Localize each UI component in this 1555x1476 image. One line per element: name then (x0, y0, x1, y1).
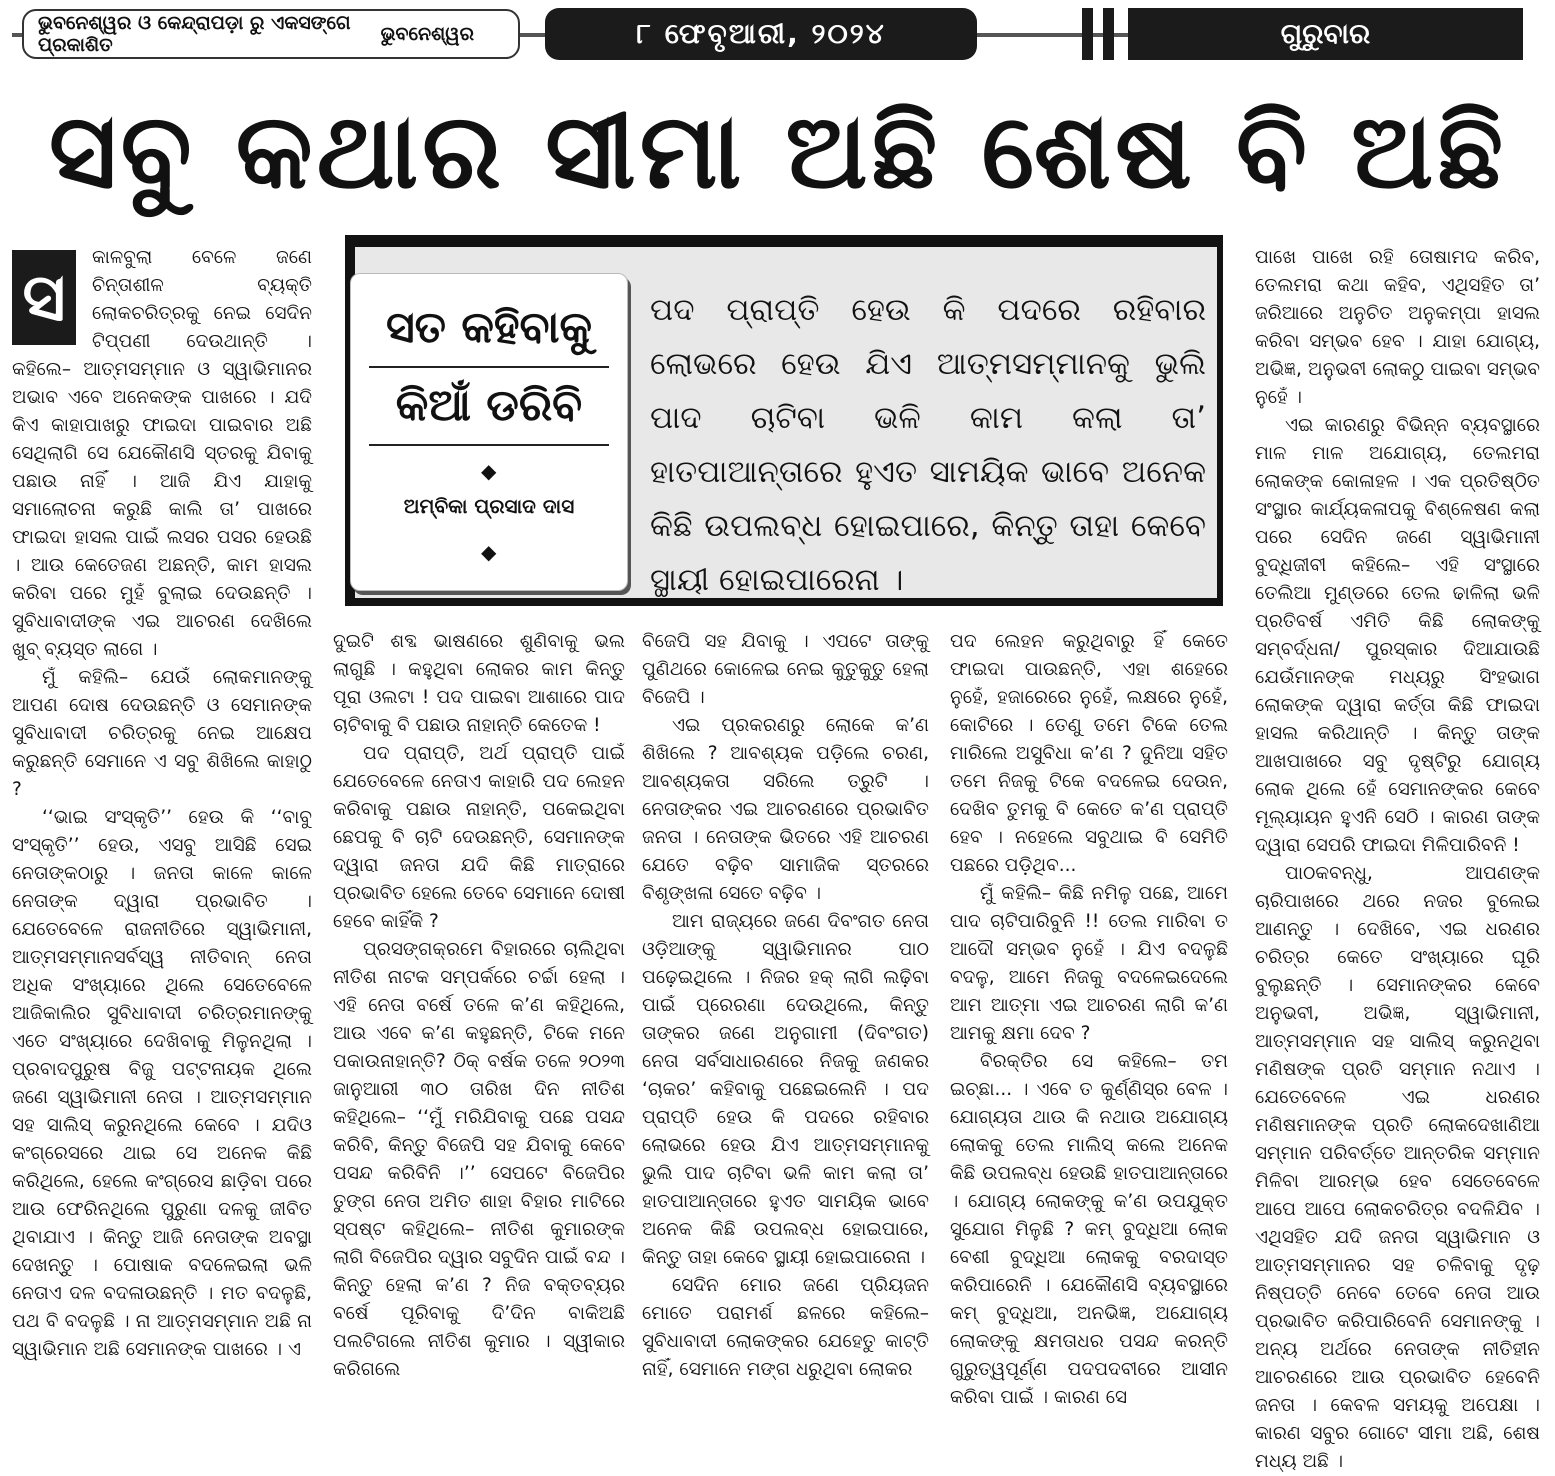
diamond-icon: ◆ (481, 459, 497, 483)
paragraph: ଏଇ ପ୍ରକରଣରୁ ଲୋକେ କ’ଣ ଶିଖିଲେ ? ଆବଶ୍ୟକ ପଡ଼ିଲେ ଚରଣ, ଆବଶ୍ୟକତା ସରିଲେ ତ୍ରୁଟି । ନେତାଙ୍କର ଏଇ ଆଚରଣରେ ପ୍ରଭାବିତ ଜନତା । ନେତାଙ୍କ ଭିତରେ ଏହି ଆଚରଣ ଯେତେ ବଢ଼ିବ ସାମାଜିକ ସ୍ତରରେ ବିଶୃଙ୍ଖଳା ସେତେ ବଢ଼ିବ । (642, 715, 929, 904)
article-column-1 (12, 244, 312, 1364)
paragraph: ମୁଁ କହିଲି– କିଛି ନମିଳୁ ପଛେ, ଆମେ ପାଦ ଚାଟିପାରିବୁନି !! ତେଲ ମାରିବା ତ ଆଦୌ ସମ୍ଭବ ନୁହେଁ । ଯିଏ ବଦଳୁଛି ବଦଳୁ, ଆମେ ନିଜକୁ ବଦଳେଇଦେଲେ ଆମ ଆତ୍ମା ଏଇ ଆଚରଣ ଲାଗି କ’ଣ ଆମକୁ କ୍ଷମା ଦେବ ? (950, 883, 1228, 1044)
paragraph: ପାଠକବନ୍ଧୁ, ଆପଣଙ୍କ ଚାରିପାଖରେ ଥରେ ନଜର ବୁଲେଇ ଆଣନ୍ତୁ । ଦେଖିବେ, ଏଇ ଧରଣର ଚରିତ୍ର କେତେ ସଂଖ୍ୟାରେ ଘୂରି ବୁଲୁଛନ୍ତି । ସେମାନଙ୍କର କେବେ ଅନୁଭବୀ, ଅଭିଜ୍ଞ, ସ୍ୱାଭିମାନୀ, ଆତ୍ମସମ୍ମାନ ସହ ସାଲିସ୍ କରୁନଥିବା ମଣିଷଙ୍କ ପ୍ରତି ସମ୍ମାନ ନଥାଏ । ଯେତେବେଳେ ଏଇ ଧରଣର ମଣିଷମାନଙ୍କ ପ୍ରତି ଲୋକଦେଖାଣିଆ ସମ୍ମାନ ପରିବର୍ତ୍ତେ ଆନ୍ତରିକ ସମ୍ମାନ ମିଳିବା ଆରମ୍ଭ ହେବ ସେତେବେଳେ ଆପେ ଆପେ ଲୋକଚରିତ୍ର ବଦଳିଯିବ । ଏଥିସହିତ ଯଦି ଜନତା ସ୍ୱାଭିମାନ ଓ ଆତ୍ମସମ୍ମାନର ସହ ଚଳିବାକୁ ଦୃଢ଼ ନିଷ୍ପତ୍ତି ନେବେ ତେବେ ନେତା ଆଉ ପ୍ରଭାବିତ କରିପାରିବେନି ସେମାନଙ୍କୁ । ଅନ୍ୟ ଅର୍ଥରେ ନେତାଙ୍କ ନୀତିହୀନ ଆଚରଣରେ ଆଉ ପ୍ରଭାବିତ ହେବେନି ଜନତା । କେବଳ ସମୟକୁ ଅପେକ୍ଷା । କାରଣ ସବୁର ଗୋଟେ ସୀମା ଅଛି, ଶେଷ ମଧ୍ୟ ଅଛି । (1255, 863, 1540, 1472)
title-rule (369, 444, 609, 446)
paragraph: ଦୁଇଟି ଶବ୍ଦ ଭାଷଣରେ ଶୁଣିବାକୁ ଭଲ ଲାଗୁଛି । କହୁଥିବା ଲୋକର କାମ କିନ୍ତୁ ପୂରା ଓଲଟା ! ପଦ ପାଇବା ଆଶାରେ ପାଦ ଚାଟିବାକୁ ବି ପଛାଉ ନାହାନ୍ତି କେତେକ ! (333, 631, 625, 736)
edition-line: ଭୁବନେଶ୍ୱର ଓ କେନ୍ଦ୍ରାପଡ଼ା ରୁ ଏକସଙ୍ଗେ ପ୍ରକାଶିତ (38, 12, 351, 56)
issue-day: ଗୁରୁବାର (1128, 8, 1523, 60)
article-headline: ସବୁ କଥାର ସୀମା ଅଛି ଶେଷ ବି ଅଛି (48, 90, 1508, 212)
author-byline: ଅମ୍ବିକା ପ୍ରସାଦ ଦାସ (403, 494, 575, 518)
paragraph: ପଦ ପ୍ରାପ୍ତି, ଅର୍ଥ ପ୍ରାପ୍ତି ପାଇଁ ଯେତେବେଳେ ନେତାଏ କାହାରି ପଦ ଲେହନ କରିବାକୁ ପଛାଉ ନାହାନ୍ତି, ପକେଇଥିବା ଛେପକୁ ବି ଚାଟି ଦେଉଛନ୍ତି, ସେମାନଙ୍କ ଦ୍ୱାରା ଜନତା ଯଦି କିଛି ମାତ୍ରାରେ ପ୍ରଭାବିତ ହେଲେ ତେବେ ସେମାନେ ଦୋଷୀ ହେବେ କାହିଁକି ? (333, 743, 625, 932)
paragraph: ଏଇ କାରଣରୁ ବିଭିନ୍ନ ବ୍ୟବସ୍ଥାରେ ମାଳ ମାଳ ଅଯୋଗ୍ୟ, ତେଲମରା ଲୋକଙ୍କ କୋଳାହଳ । ଏକ ପ୍ରତିଷ୍ଠିତ ସଂସ୍ଥାର କାର୍ଯ୍ୟକଳାପକୁ ବିଶ୍ଳେଷଣ କଲା ପରେ ସେଦିନ ଜଣେ ସ୍ୱାଭିମାନୀ ବୁଦ୍ଧିଜୀବୀ କହିଲେ– ଏହି ସଂସ୍ଥାରେ ତେଲିଆ ମୁଣ୍ଡରେ ତେଲ ଢାଳିଲା ଭଳି ପ୍ରତିବର୍ଷ ଏମିତି କିଛି ଲୋକଙ୍କୁ ସମ୍ବର୍ଦ୍ଧନା/ ପୁରସ୍କାର ଦିଆଯାଉଛି ଯେଉଁମାନଙ୍କ ମଧ୍ୟରୁ ସିଂହଭାଗ ଲୋକଙ୍କ ଦ୍ୱାରା କର୍ତ୍ତା କିଛି ଫାଇଦା ହାସଲ କରିଥାନ୍ତି । କିନ୍ତୁ ତାଙ୍କ ଆଖପାଖରେ ସବୁ ଦୃଷ୍ଟିରୁ ଯୋଗ୍ୟ ଲୋକ ଥିଲେ ହେଁ ସେମାନଙ୍କର କେବେ ମୂଲ୍ୟାୟନ ହୁଏନି ସେଠି । କାରଣ ତାଙ୍କ ଦ୍ୱାରା ସେପରି ଫାଇଦା ମିଳିପାରିବନି ! (1255, 415, 1540, 856)
paragraph: ପଦ ଲେହନ କରୁଥିବାରୁ ହିଁ କେତେ ଫାଇଦା ପାଉଛନ୍ତି, ଏହା ଶହେରେ ନୁହେଁ, ହଜାରେରେ ନୁହେଁ, ଲକ୍ଷରେ ନୁହେଁ, କୋଟିରେ । ତେଣୁ ତମେ ଟିକେ ତେଲ ମାରିଲେ ଅସୁବିଧା କ’ଣ ? ଦୁନିଆ ସହିତ ତମେ ନିଜକୁ ଟିକେ ବଦଳେଇ ଦେଉନ, ଦେଖିବ ତୁମକୁ ବି କେତେ କ’ଣ ପ୍ରାପ୍ତି ହେବ । ନହେଲେ ସବୁଥାଇ ବି ସେମିତି ପଛରେ ପଡ଼ିଥିବ... (950, 631, 1228, 876)
paragraph: ସେଦିନ ମୋର ଜଣେ ପ୍ରିୟଜନ ମୋତେ ପରାମର୍ଶ ଛଳରେ କହିଲେ– ସୁବିଧାବାଦୀ ଲୋକଙ୍କର ଯେହେତୁ କାଟ୍ତି ନାହିଁ, ସେମାନେ ମଙ୍ଗ ଧରୁଥିବା ଲୋକର (642, 1275, 929, 1380)
pull-quote-text: ପଦ ପ୍ରାପ୍ତି ହେଉ କି ପଦରେ ରହିବାର ଲୋଭରେ ହେଉ ଯିଏ ଆତ୍ମସମ୍ମାନକୁ ଭୁଲି ପାଦ ଚାଟିବା ଭଳି କାମ କଲା ତା’ ହାତପାଆନ୍ତାରେ ହୁଏତ ସାମୟିକ ଭାବେ ଅନେକ କିଛି ଉପଲବ୍ଧ ହୋଇପାରେ, କିନ୍ତୁ ତାହା କେବେ ସ୍ଥାୟୀ ହୋଇପାରେନା । (650, 292, 1206, 598)
pull-quote-box (345, 235, 1223, 606)
paragraph: ଆମ ରାଜ୍ୟରେ ଜଣେ ଦିବଂଗତ ନେତା ଓଡ଼ିଆଙ୍କୁ ସ୍ୱାଭିମାନର ପାଠ ପଢ଼େଇଥିଲେ । ନିଜର ହକ୍ ଲାଗି ଲଢ଼ିବା ପାଇଁ ପ୍ରେରଣା ଦେଉଥିଲେ, କିନ୍ତୁ ତାଙ୍କର ଜଣେ ଅନୁଗାମୀ (ଦିବଂଗତ) ନେତା ସର୍ବସାଧାରଣରେ ନିଜକୁ ଜଣକର ‘ଚାକର’ କହିବାକୁ ପଛେଇଲେନି । ପଦ ପ୍ରାପ୍ତି ହେଉ କି ପଦରେ ରହିବାର ଲୋଭରେ ହେଉ ଯିଏ ଆତ୍ମସମ୍ମାନକୁ ଭୁଲି ପାଦ ଚାଟିବା ଭଳି କାମ କଲା ତା’ ହାତପାଆନ୍ତାରେ ହୁଏତ ସାମୟିକ ଭାବେ ଅନେକ କିଛି ଉପଲବ୍ଧ ହୋଇପାରେ, କିନ୍ତୁ ତାହା କେବେ ସ୍ଥାୟୀ ହୋଇପାରେନା । (642, 911, 929, 1268)
article-column-4 (950, 628, 1228, 1412)
paragraph: ବିରକ୍ତିର ସେ କହିଲେ– ତମ ଇଚ୍ଛା... । ଏବେ ତ କୁର୍ଣ୍ଣିସ୍‌ର ବେଳ । ଯୋଗ୍ୟତା ଥାଉ କି ନଥାଉ ଅଯୋଗ୍ୟ ଲୋକକୁ ତେଲ ମାଲିସ୍ କଲେ ଅନେକ କିଛି ଉପଲବ୍ଧ ହେଉଛି ହାତପାଆନ୍ତାରେ । ଯୋଗ୍ୟ ଲୋକଙ୍କୁ କ’ଣ ଉପଯୁକ୍ତ ସୁଯୋଗ ମିଳୁଛି ? କମ୍ ବୁଦ୍ଧିଆ ଲୋକ ବେଶୀ ବୁଦ୍ଧିଆ ଲୋକକୁ ବରଦାସ୍ତ କରିପାରେନି । ଯେକୌଣସି ବ୍ୟବସ୍ଥାରେ କମ୍ ବୁଦ୍ଧିଆ, ଅନଭିଜ୍ଞ, ଅଯୋଗ୍ୟ ଲୋକଙ୍କୁ କ୍ଷମତାଧର ପସନ୍ଦ କରନ୍ତି ଗୁରୁତ୍ୱପୂର୍ଣ୍ଣ ପଦପଦବୀରେ ଆସୀନ କରିବା ପାଇଁ । କାରଣ ସେ (950, 1051, 1228, 1408)
column-title-line-2: କିଆଁ ଡରିବି (395, 380, 583, 431)
column-title-card (350, 273, 628, 591)
article-column-3 (642, 628, 929, 1384)
article-column-5 (1255, 244, 1540, 1476)
paragraph: ପ୍ରସଙ୍ଗକ୍ରମେ ବିହାରରେ ଚାଲିଥିବା ନୀତିଶ ନାଟକ ସମ୍ପର୍କରେ ଚର୍ଚ୍ଚା ହେଲା । ଏହି ନେତା ବର୍ଷେ ତଳେ କ’ଣ କହିଥିଲେ, ଆଉ ଏବେ କ’ଣ କହୁଛନ୍ତି, ଟିକେ ମନେ ପକାଉନାହାନ୍ତି? ଠିକ୍ ବର୍ଷକ ତଳେ ୨୦୨୩ ଜାନୁଆରୀ ୩୦ ତାରିଖ ଦିନ ନୀତିଶ କହିଥିଲେ– ‘‘ମୁଁ ମରିଯିବାକୁ ପଛେ ପସନ୍ଦ କରିବି, କିନ୍ତୁ ବିଜେପି ସହ ଯିବାକୁ କେବେ ପସନ୍ଦ କରିବିନି ।’’ ସେପଟେ ବିଜେପିର ତୁଙ୍ଗ ନେତା ଅମିତ ଶାହା ବିହାର ମାଟିରେ ସ୍ପଷ୍ଟ କହିଥିଲେ– ନୀତିଶ କୁମାରଙ୍କ ଲାଗି ବିଜେପିର ଦ୍ୱାର ସବୁଦିନ ପାଇଁ ବନ୍ଦ । କିନ୍ତୁ ହେଲା କ’ଣ ? ନିଜ ବକ୍ତବ୍ୟର ବର୍ଷେ ପୂରିବାକୁ ଦି’ଦିନ ବାକିଅଛି ପଲଟିଗଲେ ନୀତିଶ କୁମାର । ସ୍ୱୀକାର କରିଗଲେ (333, 939, 625, 1380)
paragraph: ମୁଁ କହିଲି– ଯେଉଁ ଲୋକମାନଙ୍କୁ ଆପଣ ଦୋଷ ଦେଉଛନ୍ତି ଓ ସେମାନଙ୍କ ସୁବିଧାବାଦୀ ଚରିତ୍ରକୁ ନେଇ ଆକ୍ଷେପ କରୁଛନ୍ତି ସେମାନେ ଏ ସବୁ ଶିଖିଲେ କାହାଠୁ ? (12, 667, 312, 800)
paragraph: ପାଖେ ପାଖେ ରହି ତୋଷାମଦ କରିବ, ତେଲମରା କଥା କହିବ, ଏଥିସହିତ ତା’ ଜରିଆରେ ଅନୁଚିତ ଅନୁକମ୍ପା ହାସଲ କରିବା ସମ୍ଭବ ହେବ । ଯାହା ଯୋଗ୍ୟ, ଅଭିଜ୍ଞ, ଅନୁଭବୀ ଲୋକଠୁ ପାଇବା ସମ୍ଭବ ନୁହେଁ । (1255, 247, 1540, 408)
drop-cap: ସ (12, 250, 76, 345)
paragraph: କାଳବୁଲା ବେଳେ ଜଣେ ଚିନ୍ତାଶୀଳ ବ୍ୟକ୍ତି ଲୋକଚରିତ୍ରକୁ ନେଇ ସେଦିନ ଟିପ୍ପଣୀ ଦେଉଥାନ୍ତି । କହିଲେ– ଆତ୍ମସମ୍ମାନ ଓ ସ୍ୱାଭିମାନର ଅଭାବ ଏବେ ଅନେକଙ୍କ ପାଖରେ । ଯଦି କିଏ କାହାପାଖରୁ ଫାଇଦା ପାଇବାର ଅଛି ସେଥିଲାଗି ସେ ଯେକୌଣସି ସ୍ତରକୁ ଯିବାକୁ ପଛାଉ ନାହିଁ । ଆଜି ଯିଏ ଯାହାକୁ ସମାଲୋଚନା କରୁଛି କାଲି ତା’ ପାଖରେ ଫାଇଦା ହାସଲ ପାଇଁ ଲସର ପସର ହେଉଛି । ଆଉ କେତେଜଣ ଅଛନ୍ତି, କାମ ହାସଲ କରିବା ପରେ ମୁହଁ ବୁଲାଇ ଦେଉଛନ୍ତି । ସୁବିଧାବାଦୀଙ୍କ ଏଇ ଆଚରଣ ଦେଖିଲେ ଖୁବ୍ ବ୍ୟସ୍ତ ଲାଗେ । (12, 247, 312, 660)
diamond-icon: ◆ (481, 540, 497, 564)
paragraph: ବିଜେପି ସହ ଯିବାକୁ । ଏପଟେ ତାଙ୍କୁ ପୁଣିଥରେ କୋଳେଇ ନେଇ କୁତୁକୁତୁ ହେଲା ବିଜେପି । (642, 631, 929, 708)
edition-banner (22, 9, 520, 59)
title-rule (369, 366, 609, 368)
issue-date: ୮ ଫେବୃଆରୀ, ୨୦୨୪ (545, 8, 977, 60)
article-column-2 (333, 628, 625, 1384)
edition-location: ଭୁବନେଶ୍ୱର (380, 23, 474, 45)
masthead-divider-bar (1082, 8, 1093, 60)
masthead-divider-bar (1103, 8, 1114, 60)
column-title-line-1: ସତ କହିବାକୁ (385, 302, 593, 353)
paragraph: ‘‘ଭାଇ ସଂସ୍କୃତି’’ ହେଉ କି ‘‘ବାବୁ ସଂସ୍କୃତି’’ ହେଉ, ଏସବୁ ଆସିଛି ସେଇ ନେତାଙ୍କଠାରୁ । ଜନତା କାଳେ କାଳେ ନେତାଙ୍କ ଦ୍ୱାରା ପ୍ରଭାବିତ । ଯେତେବେଳେ ରାଜନୀତିରେ ସ୍ୱାଭିମାନୀ, ଆତ୍ମସମ୍ମାନସର୍ବସ୍ୱ ନୀତିବାନ୍ ନେତା ଅଧିକ ସଂଖ୍ୟାରେ ଥିଲେ ସେତେବେଳେ ଆଜିକାଲିର ସୁବିଧାବାଦୀ ଚରିତ୍ରମାନଙ୍କୁ ଏତେ ସଂଖ୍ୟାରେ ଦେଖିବାକୁ ମିଳୁନଥିଲା । ପ୍ରବାଦପୁରୁଷ ବିଜୁ ପଟ୍ଟନାୟକ ଥିଲେ ଜଣେ ସ୍ୱାଭିମାନୀ ନେତା । ଆତ୍ମସମ୍ମାନ ସହ ସାଲିସ୍ କରୁନଥିଲେ କେବେ । ଯଦିଓ କଂଗ୍ରେସରେ ଥାଇ ସେ ଅନେକ କିଛି କରିଥିଲେ, ହେଲେ କଂଗ୍ରେସ ଛାଡ଼ିବା ପରେ ଆଉ ଫେରିନଥିଲେ ପୁରୁଣା ଦଳକୁ ଜୀବିତ ଥିବାଯାଏ । କିନ୍ତୁ ଆଜି ନେତାଙ୍କ ଅବସ୍ଥା ଦେଖନ୍ତୁ । ପୋଷାକ ବଦଳେଇଲା ଭଳି ନେତାଏ ଦଳ ବଦଳାଉଛନ୍ତି । ମତ ବଦଳୁଛି, ପଥ ବି ବଦଳୁଛି । ନା ଆତ୍ମସମ୍ମାନ ଅଛି ନା ସ୍ୱାଭିମାନ ଅଛି ସେମାନଙ୍କ ପାଖରେ । ଏ (12, 807, 312, 1360)
